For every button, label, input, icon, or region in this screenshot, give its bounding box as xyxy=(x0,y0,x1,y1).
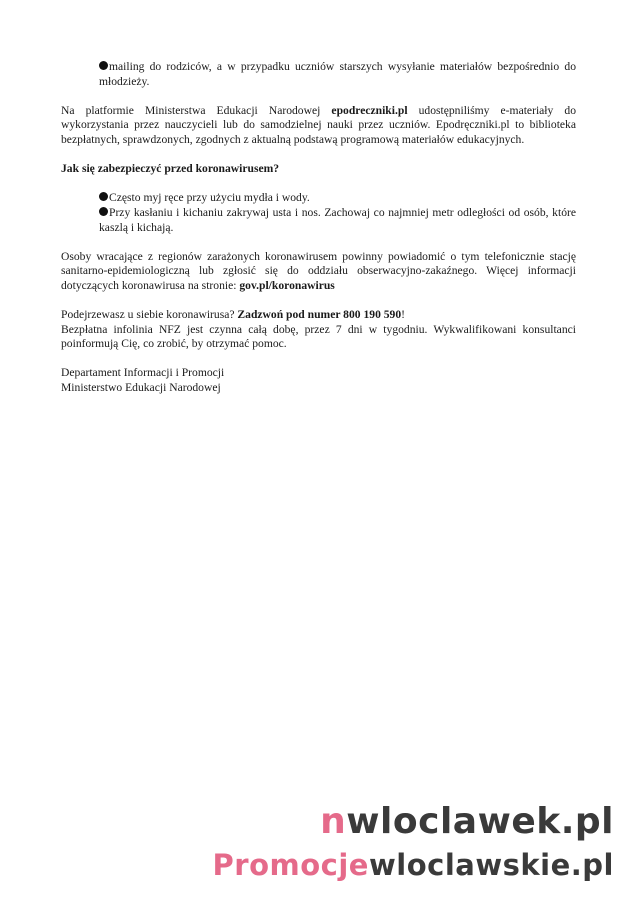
epodreczniki-link[interactable]: epodreczniki.pl xyxy=(331,103,408,117)
list-item: Często myj ręce przy użyciu mydła i wody. xyxy=(99,191,576,206)
intro-list xyxy=(99,60,576,89)
hotline-number: Zadzwoń pod numer 800 190 590 xyxy=(237,308,402,322)
bullet-icon xyxy=(99,192,108,201)
returning-paragraph: Osoby wracające z regionów zarażonych koronawirusem powinny powiadomić o tym telefonicznie stację sanitarno-epidemiologiczną lub zgłosić się do oddziału obserwacyjno-zakaźnego. Więcej informacji dotyczących koronawirusa na stronie: gov.pl/koronawirus xyxy=(61,249,576,292)
gov-link[interactable]: gov.pl/koronawirus xyxy=(239,278,335,292)
watermark-nwloclawek: nwloclawek.pl xyxy=(320,801,614,842)
bullet-icon xyxy=(99,207,108,216)
list-item: Przy kasłaniu i kichaniu zakrywaj usta i nos. Zachowaj co najmniej metr odległości od osób, które kaszlą i kichają. xyxy=(99,205,576,234)
hotline-info: Bezpłatna infolinia NFZ jest czynna całą dobę, przez 7 dni w tygodniu. Wykwalifikowani konsultanci poinformują Cię, co zrobić, by otrzymać pomoc. xyxy=(61,322,576,351)
signature-ministry: Ministerstwo Edukacji Narodowej xyxy=(61,381,221,395)
bullet-icon xyxy=(99,61,108,70)
section-heading: Jak się zabezpieczyć przed koronawirusem? xyxy=(61,162,280,176)
list-item: mailing do rodziców, a w przypadku uczniów starszych wysyłanie materiałów bezpośrednio do młodzieży. xyxy=(99,60,576,88)
signature-department: Departament Informacji i Promocji xyxy=(61,366,225,380)
platform-paragraph: Na platformie Ministerstwa Edukacji Narodowej epodreczniki.pl udostępniliśmy e-materiały do wykorzystania przez nauczycieli lub do samodzielnej nauki przez uczniów. Epodręczniki.pl to biblioteka bezpłatnych, sprawdzonych, zgodnych z aktualną podstawą programową materiałów edukacyjnych. xyxy=(61,103,576,146)
hotline-question: Podejrzewasz u siebie koronawirusa? Zadzwoń pod numer 800 190 590! xyxy=(61,308,406,322)
document-body xyxy=(61,60,576,396)
watermark-promocje: Promocjewloclawskie.pl xyxy=(212,848,614,882)
protection-list xyxy=(99,191,576,235)
